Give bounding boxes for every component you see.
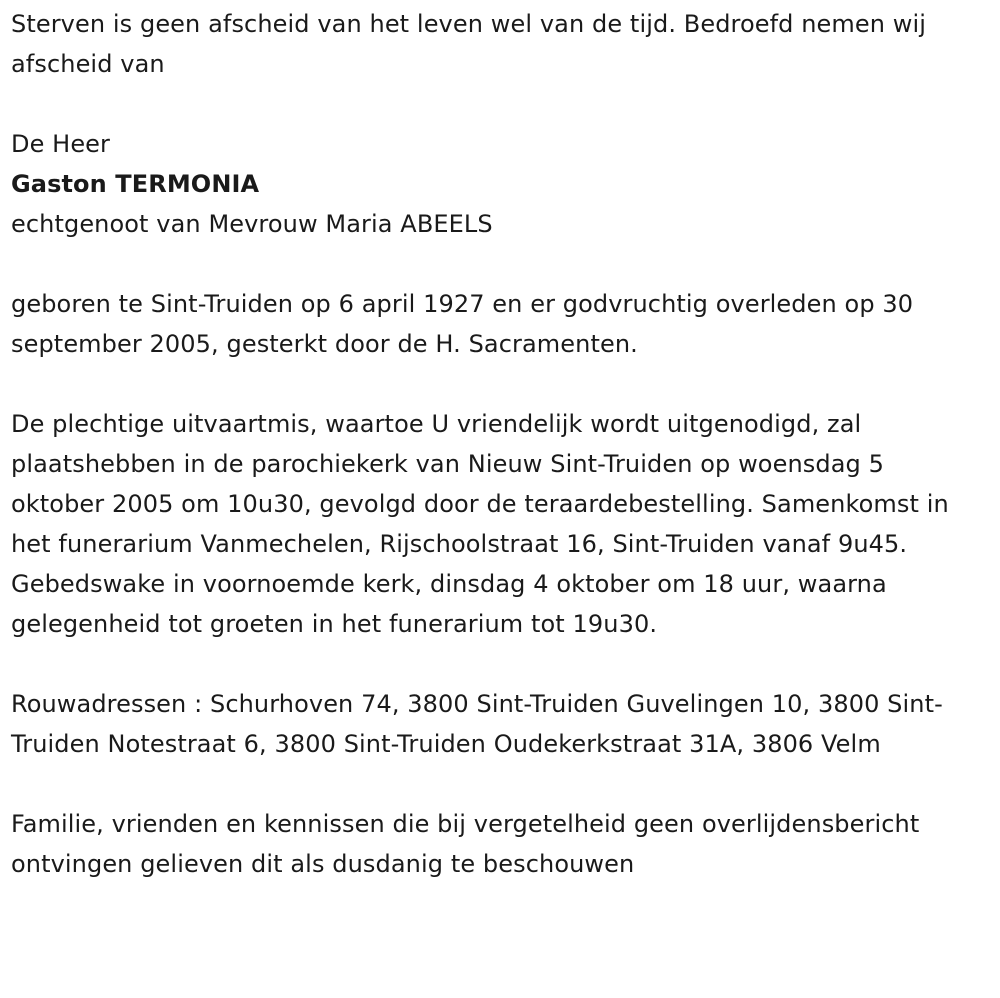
salutation: De Heer bbox=[11, 130, 111, 158]
funeral-paragraph: De plechtige uitvaartmis, waartoe U vriendelijk wordt uitgenodigd, zal plaatshebben in de parochiekerk van Nieuw Sint-Truiden op woensdag 5 oktober 2005 om 10u30, gevolgd door de teraardebestelling. Samenkomst in het funerarium Vanmechelen, Rijschoolstraat 16, Sint-Truiden vanaf 9u45. Gebedswake in voornoemde kerk, dinsdag 4 oktober om 18 uur, waarna gelegenheid tot groeten in het funerarium tot 19u30. bbox=[11, 410, 949, 638]
closing-paragraph: Familie, vrienden en kennissen die bij vergetelheid geen overlijdensbericht ontvingen gelieven dit als dusdanig te beschouwen bbox=[11, 810, 920, 878]
spacer bbox=[11, 244, 981, 284]
addresses-paragraph: Rouwadressen : Schurhoven 74, 3800 Sint-Truiden Guvelingen 10, 3800 Sint-Truiden Notestraat 6, 3800 Sint-Truiden Oudekerkstraat 31A, 3806 Velm bbox=[11, 690, 943, 758]
spacer bbox=[11, 84, 981, 124]
spacer bbox=[11, 364, 981, 404]
obituary-notice bbox=[11, 4, 981, 884]
spouse-line: echtgenoot van Mevrouw Maria ABEELS bbox=[11, 210, 493, 238]
spacer bbox=[11, 764, 981, 804]
birth-death-paragraph: geboren te Sint-Truiden op 6 april 1927 en er godvruchtig overleden op 30 september 2005, gesterkt door de H. Sacramenten. bbox=[11, 290, 914, 358]
intro-paragraph: Sterven is geen afscheid van het leven wel van de tijd. Bedroefd nemen wij afscheid van bbox=[11, 10, 927, 78]
deceased-name: Gaston TERMONIA bbox=[11, 170, 260, 198]
spacer bbox=[11, 644, 981, 684]
